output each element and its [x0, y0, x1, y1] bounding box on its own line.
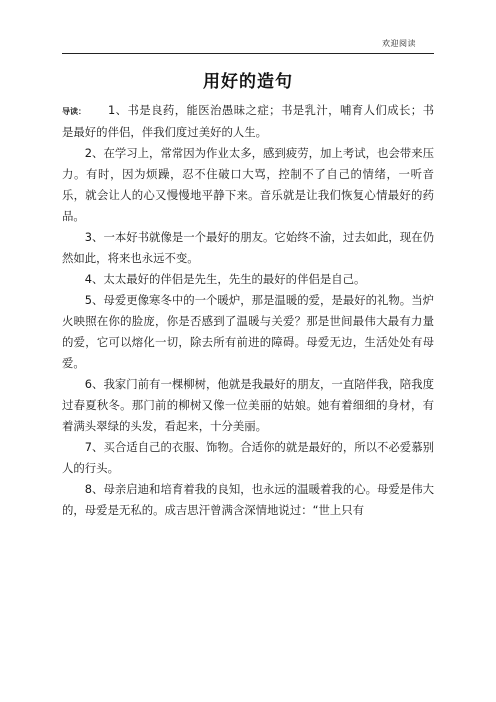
sentence-paragraph-4: 4、太太最好的伴侣是先生，先生的最好的伴侣是自己。: [84, 272, 366, 286]
sentence-paragraph-6: 6、我家门前有一棵柳树，他就是我最好的朋友，一直陪伴我，陪我度过春夏秋冬。那门前的柳树又像一位美丽的姑娘。她有着细细的身材，有着满头翠绿的头发，看起来，十分美丽。: [62, 377, 434, 433]
intro-paragraph: [62, 100, 434, 143]
sentence-paragraph-3: 3、一本好书就像是一个最好的朋友。它始终不渝，过去如此，现在仍然如此，将来也永远不变。: [62, 230, 434, 265]
document-title: 用好的造句: [203, 72, 293, 92]
sentence-paragraph-8: 8、母亲启迪和培育着我的良知，也永远的温暖着我的心。母爱是伟大的，母爱是无私的。成吉思汗曾满含深情地说过：“世上只有: [62, 482, 434, 517]
intro-label: 导读：: [62, 107, 86, 116]
header-divider: [62, 53, 434, 54]
sentence-paragraph-5: 5、母爱更像寒冬中的一个暖炉，那是温暖的爱，是最好的礼物。当炉火映照在你的脸庞，你是否感到了温暖与关爱？那是世间最伟大最有力量的爱，它可以熔化一切，除去所有前进的障碍。母爱无边，生活处处有母爱。: [62, 293, 434, 370]
page-header: 欢迎阅读: [382, 39, 416, 48]
sentence-paragraph-2: 2、在学习上，常常因为作业太多，感到疲劳，加上考试，也会带来压力。有时，因为烦躁，忍不住破口大骂，控制不了自己的情绪，一听音乐，就会让人的心又慢慢地平静下来。音乐就是让我们恢复心情最好的药品。: [62, 146, 434, 223]
document-body: [62, 100, 434, 521]
sentence-paragraph-7: 7、买合适自己的衣服、饰物。合适你的就是最好的，所以不必爱慕别人的行头。: [62, 440, 434, 475]
intro-text: 1、书是良药，能医治愚昧之症；书是乳汁，哺育人们成长；书是最好的伴侣，伴我们度过美好的人生。: [62, 103, 434, 139]
